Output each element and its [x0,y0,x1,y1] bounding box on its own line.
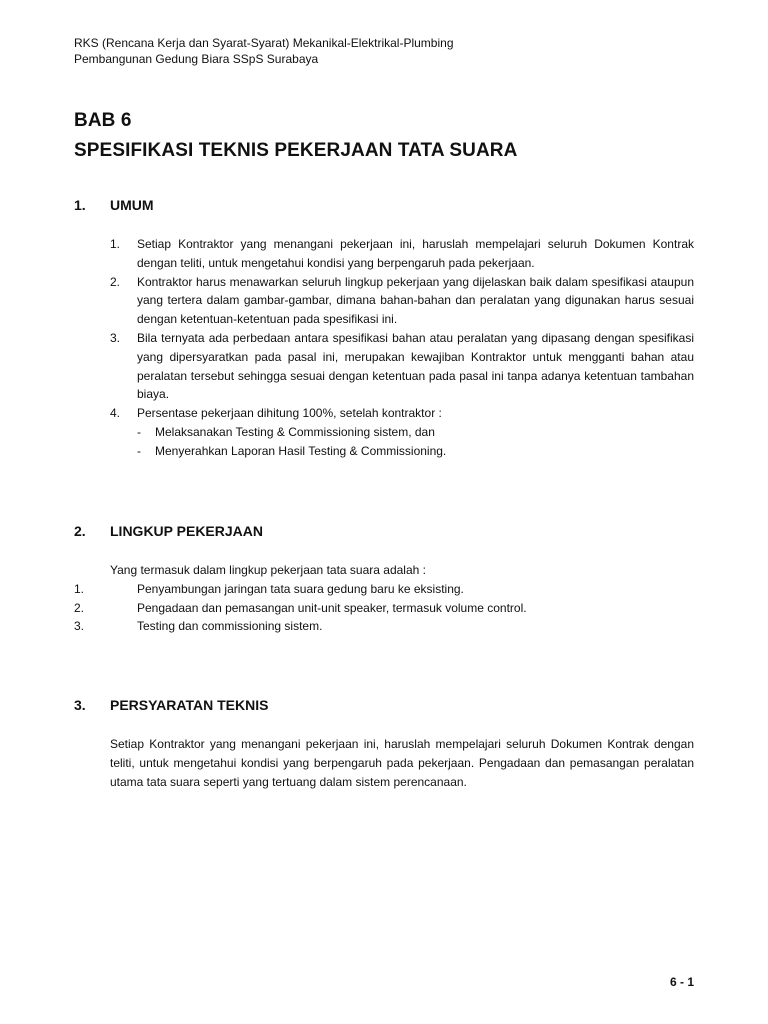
section-title: LINGKUP PEKERJAAN [110,523,263,539]
section-lingkup-pekerjaan [74,522,694,636]
chapter-number: BAB 6 [74,110,132,131]
dash-list-item [137,423,694,442]
list-item [74,404,694,460]
section-body [74,735,694,791]
list-item-number: 1. [110,237,121,251]
section-heading [74,522,694,540]
header-line-2: Pembangunan Gedung Biara SSpS Surabaya [74,52,319,66]
dash-list-item-text: Menyerahkan Laporan Hasil Testing & Commissioning. [155,443,447,458]
list-item-number: 4. [110,406,121,421]
dash-list [137,423,694,461]
list-item [74,580,694,599]
list-item-number: 3. [110,330,121,345]
section-heading [74,696,694,714]
section-number: 1. [74,197,86,213]
list-item-text: Testing dan commissioning sistem. [137,619,323,634]
list-item-text: Bila ternyata ada perbedaan antara spesifikasi bahan atau peralatan yang dipasang dengan spesifikasi yang dipersyaratkan pada pasal ini, merupakan kewajiban Kontraktor untuk mengganti bahan atau peralatan tersebut sehingga sesuai dengan ketentuan pada pasal ini tanpa adanya ketentuan tambahan biaya. [137,330,694,402]
list-item [74,235,694,273]
list-item-text: Setiap Kontraktor yang menangani pekerjaan ini, haruslah mempelajari seluruh Dokumen Kontrak dengan teliti, untuk mengetahui kondisi yang berpengaruh pada pekerjaan. [137,237,694,270]
page-number: 6 - 1 [669,975,694,989]
list-item-text: Persentase pekerjaan dihitung 100%, setelah kontraktor : [137,406,442,421]
list-item-number: 2. [110,274,121,289]
list-item-text: Kontraktor harus menawarkan seluruh lingkup pekerjaan yang dijelaskan baik dalam spesifikasi ataupun yang tertera dalam gambar-gambar, dimana bahan-bahan dan peralatan yang digunakan harus sesuai dengan ketentuan-ketentuan pada spesifikasi ini. [137,274,694,327]
section-paragraph: Setiap Kontraktor yang menangani pekerjaan ini, haruslah mempelajari seluruh Dokumen Kontrak dengan teliti, untuk mengetahui kondisi yang berpengaruh pada pekerjaan. Pengadaan dan pemasangan peralatan utama tata suara seperti yang tertuang dalam sistem perencanaan. [110,737,694,789]
list-item [74,273,694,329]
section-title: UMUM [110,197,154,213]
section-persyaratan-teknis [74,696,694,791]
list-item [74,329,694,404]
numbered-list [74,580,694,636]
list-item-number: 2. [74,600,85,615]
section-heading [74,196,694,214]
dash-mark: - [137,424,141,439]
list-item-number: 3. [74,619,85,634]
list-item-text: Pengadaan dan pemasangan unit-unit speaker, termasuk volume control. [137,600,527,615]
section-number: 2. [74,523,86,539]
chapter-title: SPESIFIKASI TEKNIS PEKERJAAN TATA SUARA [74,140,518,161]
section-umum [74,196,694,461]
section-number: 3. [74,697,86,713]
numbered-list [74,235,694,461]
section-body [74,561,694,636]
dash-list-item-text: Melaksanakan Testing & Commissioning sistem, dan [155,424,435,439]
header-line-1: RKS (Rencana Kerja dan Syarat-Syarat) Mekanikal-Elektrikal-Plumbing [74,36,454,50]
section-intro: Yang termasuk dalam lingkup pekerjaan tata suara adalah : [110,563,426,577]
section-body [74,235,694,461]
dash-list-item [137,442,694,461]
running-header [74,35,454,67]
section-title: PERSYARATAN TEKNIS [110,697,269,713]
list-item [74,599,694,618]
list-item-text: Penyambungan jaringan tata suara gedung baru ke eksisting. [137,581,464,596]
dash-mark: - [137,443,141,458]
list-item-number: 1. [74,581,85,596]
list-item [74,617,694,636]
chapter-heading [74,106,517,166]
